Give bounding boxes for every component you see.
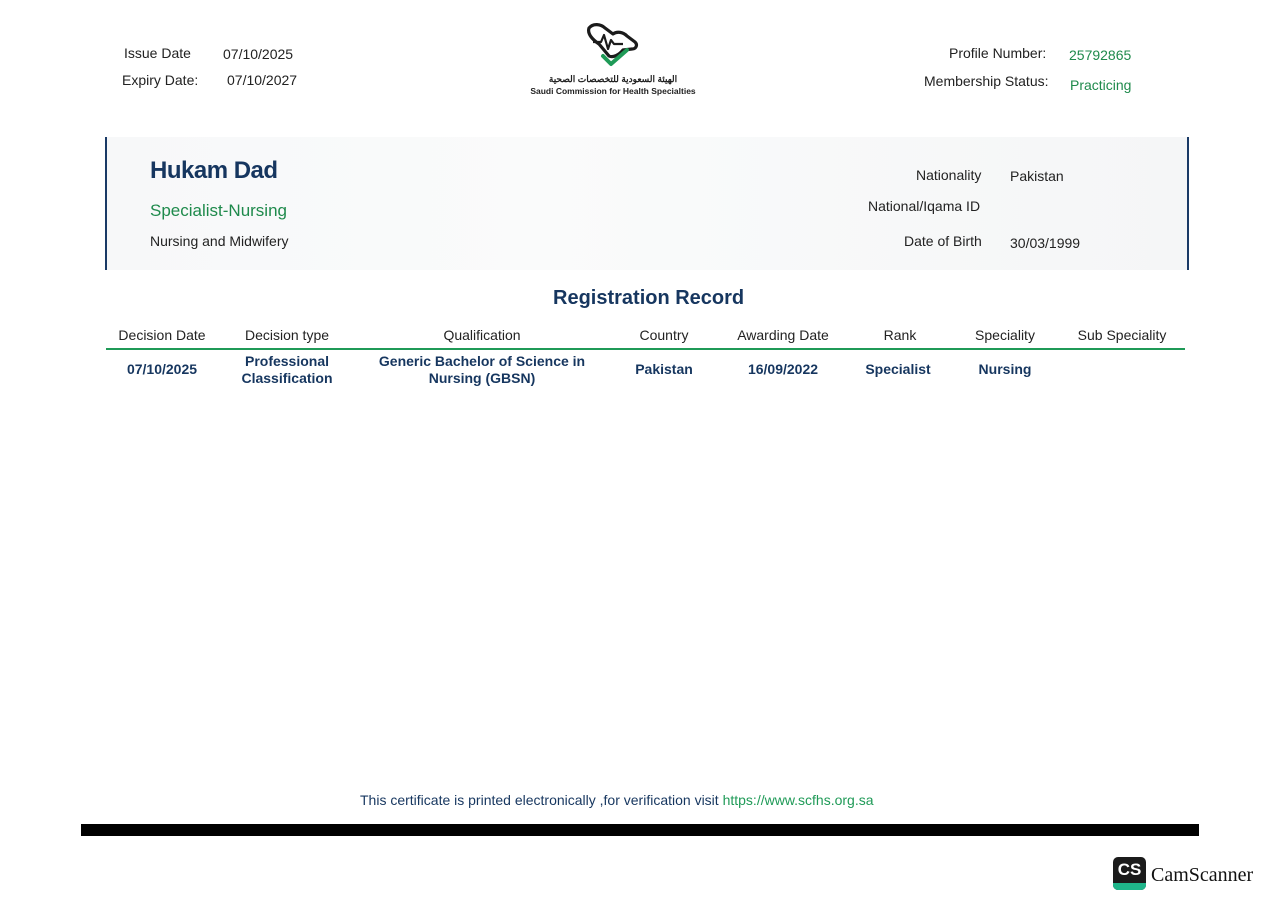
col-decision-type: Decision type (244, 327, 330, 343)
scfhs-logo (526, 22, 700, 102)
profile-number-label: Profile Number: (949, 45, 1047, 61)
nationality-label: Nationality (916, 167, 982, 183)
footer-bar (81, 824, 1199, 836)
logo-arabic-name: الهيئة السعودية للتخصصات الصحية (548, 74, 678, 84)
cell-rank: Specialist (865, 361, 931, 377)
verification-note (360, 792, 874, 808)
col-sub-speciality: Sub Speciality (1077, 327, 1167, 343)
col-decision-date: Decision Date (118, 327, 206, 343)
registration-record-title: Registration Record (553, 287, 745, 309)
col-awarding-date: Awarding Date (737, 327, 829, 343)
camscanner-badge-letters: CS (1117, 860, 1142, 879)
col-country: Country (639, 327, 689, 343)
membership-status-value: Practicing (1070, 77, 1132, 93)
profile-number-value: 25792865 (1069, 47, 1132, 63)
date-of-birth-label: Date of Birth (904, 233, 982, 249)
scfhs-emblem-icon (583, 22, 643, 72)
issue-date-label: Issue Date (124, 45, 191, 61)
logo-english-name: Saudi Commission for Health Specialties (530, 86, 696, 96)
cell-decision-type-line1: Professional (244, 353, 330, 369)
practitioner-name: Hukam Dad (150, 157, 278, 184)
table-header-divider (106, 348, 1185, 350)
camscanner-logo-strip (1113, 883, 1146, 890)
issue-date-value: 07/10/2025 (223, 46, 294, 62)
verification-text: This certificate is printed electronically ,for verification visit (360, 792, 723, 808)
col-rank: Rank (883, 327, 917, 343)
camscanner-wordmark: CamScanner (1151, 864, 1254, 886)
cell-country: Pakistan (635, 361, 693, 377)
date-of-birth-value: 30/03/1999 (1010, 235, 1081, 251)
cell-speciality: Nursing (978, 361, 1032, 377)
camscanner-logo-icon (1113, 857, 1146, 890)
col-qualification: Qualification (443, 327, 521, 343)
col-speciality: Speciality (975, 327, 1035, 343)
cell-awarding-date: 16/09/2022 (747, 361, 819, 377)
cell-decision-type-line2: Classification (241, 370, 333, 386)
cell-decision-date: 07/10/2025 (126, 361, 198, 377)
membership-status-label: Membership Status: (924, 73, 1049, 89)
practitioner-department: Nursing and Midwifery (150, 233, 289, 249)
cell-qualification-line2: Nursing (GBSN) (428, 370, 536, 386)
verification-link[interactable]: https://www.scfhs.org.sa (722, 792, 874, 808)
national-id-label: National/Iqama ID (868, 198, 981, 214)
practitioner-specialty: Specialist-Nursing (150, 201, 287, 220)
expiry-date-label: Expiry Date: (122, 72, 199, 88)
nationality-value: Pakistan (1010, 168, 1064, 184)
cell-decision-type (232, 353, 342, 387)
expiry-date-value: 07/10/2027 (227, 72, 298, 88)
cell-qualification (364, 353, 600, 387)
cell-qualification-line1: Generic Bachelor of Science in (378, 353, 586, 369)
